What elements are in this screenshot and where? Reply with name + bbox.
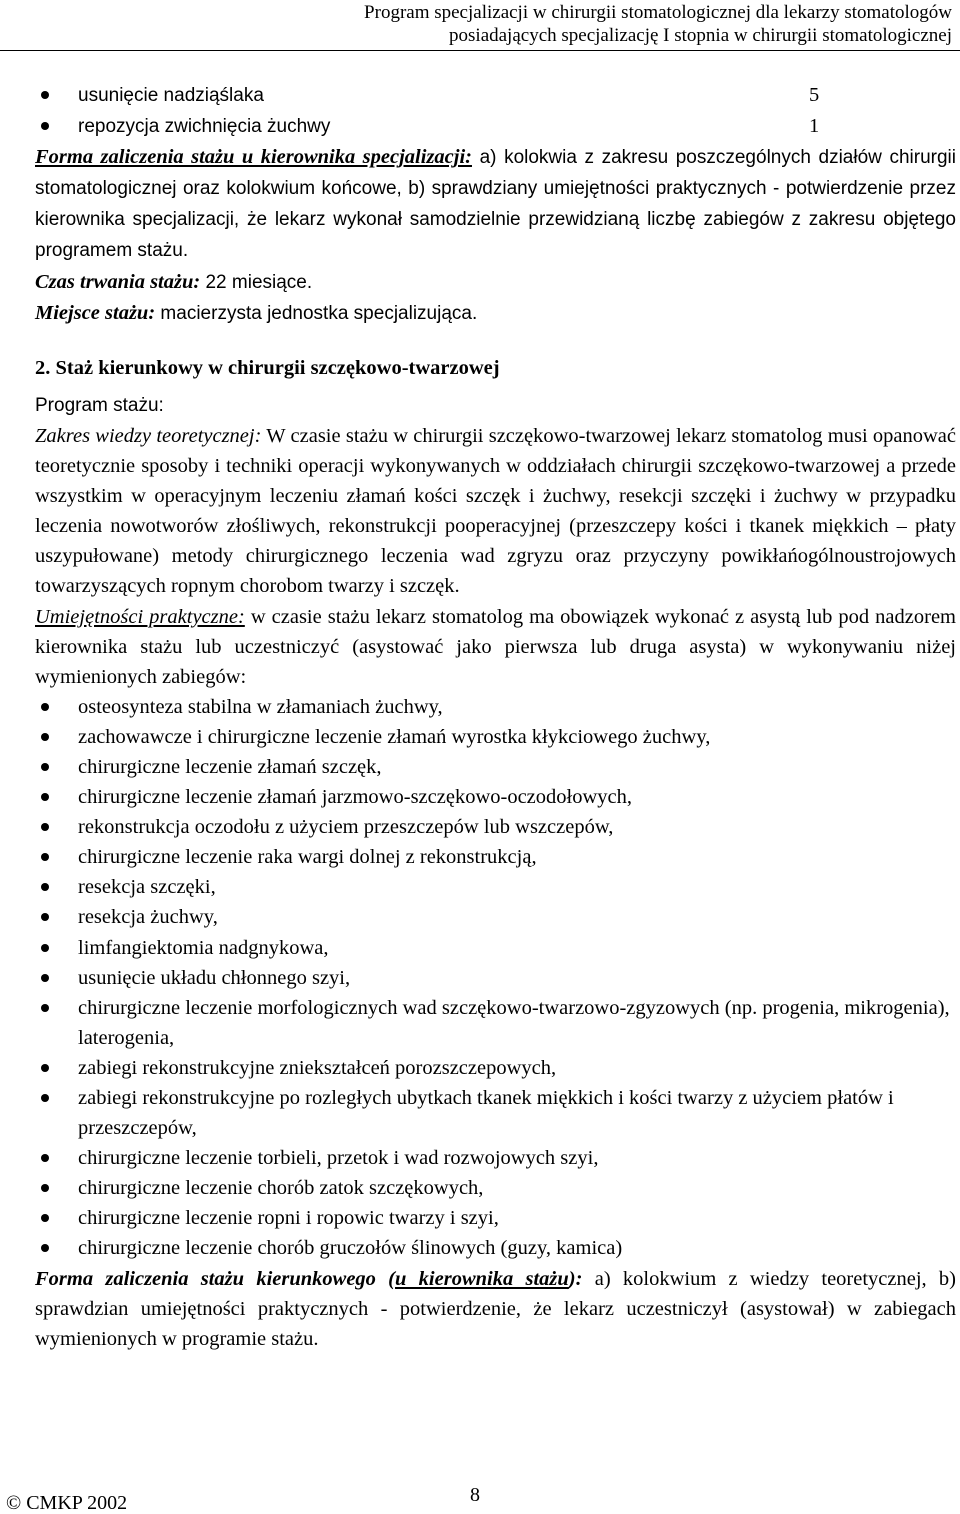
procedure-text: zabiegi rekonstrukcyjne zniekształceń porozszczepowych, (78, 1056, 557, 1079)
procedure-text: usunięcie układu chłonnego szyi, (78, 966, 351, 989)
procedure-list-item (35, 1083, 956, 1143)
forma-zaliczenia-paragraph (35, 142, 956, 266)
procedure-list-item (35, 842, 956, 872)
forma2-label-end: ): (568, 1267, 583, 1290)
bullet-icon (41, 1094, 49, 1102)
bullet-icon (41, 823, 49, 831)
procedure-list-item (35, 1233, 956, 1263)
zakres-wiedzy-text: W czasie stażu w chirurgii szczękowo-twarzowej lekarz stomatolog musi opanować teoretycznie sposoby i techniki operacji wykonywanych w oddziałach chirurgii szczękowo-twarzowej a przede wszystkim w operacyjnym leczeniu złamań kości szczęk i żuchwy, resekcji szczęki i żuchwy w przypadku leczenia nowotworów złośliwych, rekonstrukcji pooperacyjnej (przeszczepy kości i tkanek miękkich – płaty uszypułowane) metody chirurgicznego leczenia wad zgryzu oraz przyczyny powikłańogólnoustrojowych towarzyszących ropnym chorobom twarzy i szczęk. (35, 424, 956, 598)
procedure-text: chirurgiczne leczenie złamań jarzmowo-szczękowo-oczodołowych, (78, 786, 632, 809)
forma-zaliczenia-label: Forma zaliczenia stażu u kierownika specjalizacji: (35, 146, 472, 169)
procedure-label: repozycja zwichnięcia żuchwy (78, 116, 331, 138)
page-header (0, 0, 960, 51)
procedure-text: limfangiektomia nadgnykowa, (78, 936, 329, 959)
czas-trwania-value: 22 miesiące. (200, 271, 313, 293)
bullet-icon (41, 853, 49, 861)
procedure-text: chirurgiczne leczenie chorób zatok szczękowych, (78, 1177, 484, 1200)
forma2-label-start: Forma zaliczenia stażu kierunkowego ( (35, 1267, 396, 1290)
miejsce-stazu-label: Miejsce stażu: (35, 301, 156, 324)
section-2-title: 2. Staż kierunkowy w chirurgii szczękowo-twarzowej (35, 356, 500, 379)
forma-zaliczenia-kierunkowego-paragraph (35, 1264, 956, 1354)
zakres-wiedzy-label: Zakres wiedzy teoretycznej: (35, 424, 262, 447)
document-body (35, 80, 956, 1354)
program-stazu-heading: Program stażu: (35, 394, 164, 416)
procedure-list-item (35, 1203, 956, 1233)
procedure-count-list (35, 80, 956, 142)
procedure-text: chirurgiczne leczenie torbieli, przetok i wad rozwojowych szyi, (78, 1147, 599, 1170)
procedure-list-item (35, 692, 956, 722)
procedure-text: chirurgiczne leczenie ropni i ropowic twarzy i szyi, (78, 1207, 499, 1230)
bullet-icon (41, 122, 49, 130)
bullet-icon (41, 1214, 49, 1222)
bullet-icon (41, 703, 49, 711)
procedure-text: zabiegi rekonstrukcyjne po rozległych ubytkach tkanek miękkich i kości twarzy z użyciem płatów i przeszczepów, (78, 1087, 894, 1140)
procedure-text: zachowawcze i chirurgiczne leczenie złamań wyrostka kłykciowego żuchwy, (78, 725, 711, 748)
procedure-label: usunięcie nadziąślaka (78, 85, 264, 106)
copyright-text: © CMKP 2002 (6, 1492, 128, 1514)
procedure-list-item (35, 872, 956, 902)
list-item (35, 80, 956, 111)
bullet-icon (41, 1154, 49, 1162)
procedure-list-item (35, 993, 956, 1053)
procedure-text: resekcja szczęki, (78, 876, 216, 899)
procedure-text: chirurgiczne leczenie raka wargi dolnej z rekonstrukcją, (78, 846, 537, 869)
procedure-text: osteosynteza stabilna w złamaniach żuchwy, (78, 695, 443, 718)
procedure-list-item (35, 1143, 956, 1173)
czas-trwania-line (35, 267, 956, 298)
bullet-icon (41, 1064, 49, 1072)
bullet-icon (41, 91, 49, 99)
bullet-icon (41, 974, 49, 982)
forma2-label-underlined: u kierownika stażu (395, 1267, 569, 1290)
miejsce-stazu-line (35, 298, 956, 329)
bullet-icon (41, 1004, 49, 1012)
bullet-icon (41, 733, 49, 741)
procedure-list-item (35, 933, 956, 963)
umiejetnosci-paragraph (35, 602, 956, 692)
procedure-list-item (35, 812, 956, 842)
procedure-list-item (35, 1173, 956, 1203)
forma-zaliczenia-text: a) kolokwia z zakresu poszczególnych działów chirurgii stomatologicznej oraz kolokwium końcowe, b) sprawdziany umiejętności praktycznych - potwierdzenie przez kierownika specjalizacji, że lekarz wykonał samodzielnie przewidzianą liczbę zabiegów z zakresu objętego programem stażu. (35, 147, 956, 262)
page-number: 8 (470, 1484, 480, 1506)
bullet-icon (41, 793, 49, 801)
procedure-list-item (35, 1053, 956, 1083)
procedure-text: rekonstrukcja oczodołu z użyciem przeszczepów lub wszczepów, (78, 816, 614, 839)
umiejetnosci-text: w czasie stażu lekarz stomatolog ma obowiązek wykonać z asystą lub pod nadzorem kierownika stażu lub uczestniczyć (asystować jako pierwsza lub druga asysta) w wykonywaniu niżej wymienionych zabiegów: (35, 605, 956, 688)
list-item (35, 111, 956, 142)
procedure-count: 5 (809, 84, 820, 106)
bullet-icon (41, 883, 49, 891)
bullet-icon (41, 1184, 49, 1192)
forma2-text: a) kolokwium z wiedzy teoretycznej, b) sprawdzian umiejętności praktycznych - potwierdzenie, że lekarz uczestniczył (asystował) w zabiegach wymienionych w programie stażu. (35, 1267, 956, 1350)
header-line-1: Program specjalizacji w chirurgii stomatologicznej dla lekarzy stomatologów (364, 2, 952, 23)
procedure-list-item (35, 902, 956, 932)
umiejetnosci-label: Umiejętności praktyczne: (35, 605, 245, 628)
procedures-list (35, 692, 956, 1264)
procedure-text: chirurgiczne leczenie morfologicznych wad szczękowo-twarzowo-zgyzowych (np. progenia, mikrogenia), laterogenia, (78, 996, 950, 1049)
miejsce-stazu-value: macierzysta jednostka specjalizująca. (155, 302, 478, 324)
procedure-text: chirurgiczne leczenie złamań szczęk, (78, 755, 382, 778)
procedure-text: chirurgiczne leczenie chorób gruczołów ślinowych (guzy, kamica) (78, 1237, 623, 1260)
bullet-icon (41, 913, 49, 921)
procedure-list-item (35, 722, 956, 752)
zakres-wiedzy-paragraph (35, 421, 956, 602)
procedure-list-item (35, 963, 956, 993)
procedure-list-item (35, 782, 956, 812)
czas-trwania-label: Czas trwania stażu: (35, 270, 201, 293)
page-footer (0, 1480, 960, 1514)
header-line-2: posiadających specjalizację I stopnia w chirurgii stomatologicznej (449, 25, 952, 46)
procedure-count: 1 (809, 115, 820, 138)
procedure-text: resekcja żuchwy, (78, 906, 218, 929)
procedure-list-item (35, 752, 956, 782)
bullet-icon (41, 1244, 49, 1252)
bullet-icon (41, 944, 49, 952)
bullet-icon (41, 763, 49, 771)
